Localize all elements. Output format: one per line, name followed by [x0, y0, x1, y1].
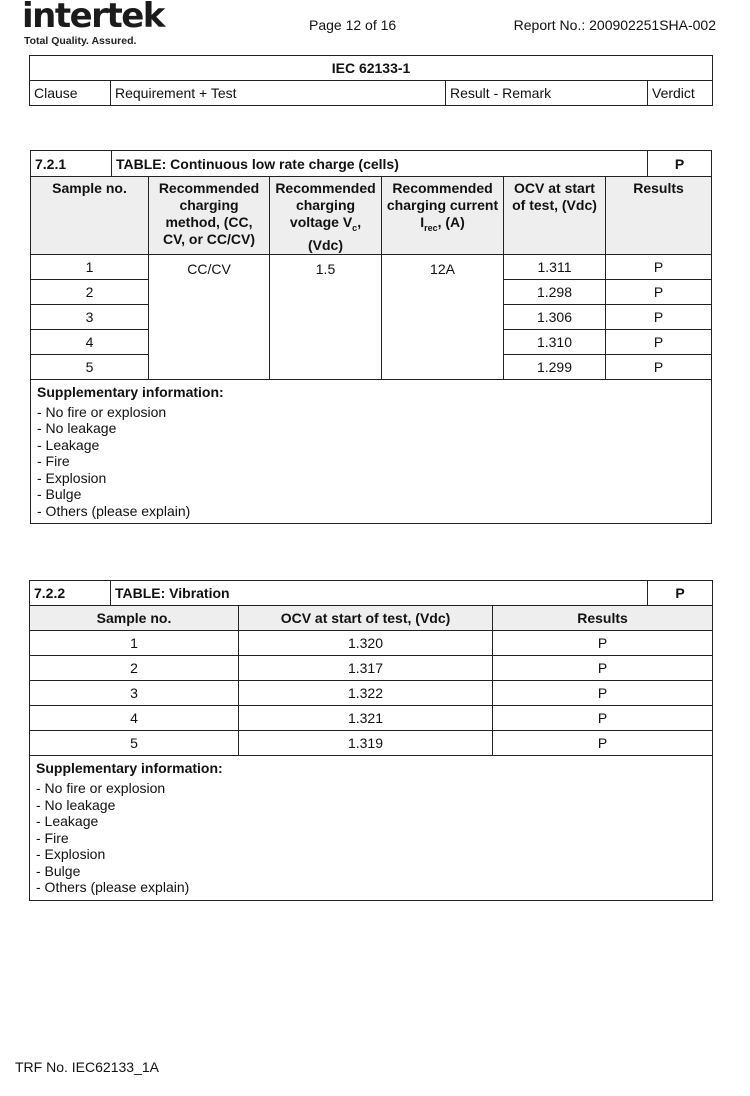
- ocv-cell: 1.311: [504, 254, 606, 279]
- supplementary-line: - Others (please explain): [37, 502, 191, 519]
- result-cell: P: [493, 706, 713, 731]
- page-number: Page 12 of 16: [309, 17, 397, 33]
- header-results: Results: [493, 606, 713, 631]
- clause-number: 7.2.2: [30, 581, 111, 606]
- logo-tagline: Total Quality. Assured.: [24, 35, 137, 47]
- sample-cell: 1: [30, 631, 239, 656]
- result-cell: P: [606, 329, 712, 354]
- supplementary-line: - Others (please explain): [36, 879, 190, 895]
- table-title: TABLE: Vibration: [111, 581, 648, 606]
- supplementary-line: - Explosion: [36, 846, 106, 862]
- result-cell: P: [606, 354, 712, 379]
- result-cell: P: [606, 304, 712, 329]
- table-title: TABLE: Continuous low rate charge (cells): [112, 151, 648, 177]
- sample-cell: 5: [30, 731, 239, 756]
- intertek-logo: [22, 2, 172, 48]
- charging-voltage-cell: 1.5: [270, 254, 382, 379]
- verdict: P: [648, 151, 712, 177]
- sample-cell: 2: [31, 279, 149, 304]
- supplementary-line: - Leakage: [36, 813, 99, 829]
- ocv-cell: 1.299: [504, 354, 606, 379]
- sample-cell: 3: [30, 681, 239, 706]
- ocv-cell: 1.322: [239, 681, 493, 706]
- table-row: [30, 731, 713, 756]
- verdict: P: [648, 581, 713, 606]
- header-results: Results: [606, 177, 712, 255]
- result-cell: P: [493, 731, 713, 756]
- sample-cell: 4: [30, 706, 239, 731]
- ocv-cell: 1.310: [504, 329, 606, 354]
- result-cell: P: [493, 656, 713, 681]
- supplementary-line: - No fire or explosion: [37, 403, 167, 420]
- ocv-cell: 1.320: [239, 631, 493, 656]
- supplementary-line: - Bulge: [37, 486, 82, 503]
- supplementary-line: - No leakage: [37, 420, 117, 437]
- col-result-remark: Result - Remark: [446, 81, 648, 106]
- table-continuous-low-rate-charge: [30, 150, 712, 524]
- supplementary-info: [30, 756, 713, 901]
- sample-cell: 3: [31, 304, 149, 329]
- table-row: [31, 254, 712, 279]
- ocv-cell: 1.319: [239, 731, 493, 756]
- table-row: [30, 706, 713, 731]
- header-ocv: OCV at start of test, (Vdc): [239, 606, 493, 631]
- report-number: Report No.: 200902251SHA-002: [513, 17, 716, 33]
- charging-method-cell: CC/CV: [149, 254, 270, 379]
- sample-cell: 5: [31, 354, 149, 379]
- header-ocv: OCV at start of test, (Vdc): [504, 177, 606, 255]
- supplementary-line: - Explosion: [37, 469, 107, 486]
- charging-current-cell: 12A: [382, 254, 504, 379]
- result-cell: P: [606, 254, 712, 279]
- header-charging-voltage: Recommended charging voltage $V_c$, (Vdc): [270, 177, 382, 255]
- header-sample-no: Sample no.: [31, 177, 149, 255]
- col-clause: Clause: [30, 81, 111, 106]
- sample-cell: 4: [31, 329, 149, 354]
- supplementary-title: Supplementary information:: [36, 760, 223, 776]
- supplementary-line: - Fire: [37, 453, 70, 470]
- result-cell: P: [606, 279, 712, 304]
- logo-wordmark: intertek: [22, 0, 164, 36]
- ocv-cell: 1.306: [504, 304, 606, 329]
- supplementary-line: - Bulge: [36, 862, 81, 879]
- ocv-cell: 1.317: [239, 656, 493, 681]
- standard-title: IEC 62133-1: [30, 56, 713, 81]
- supplementary-line: - No leakage: [36, 796, 116, 813]
- ocv-cell: 1.298: [504, 279, 606, 304]
- header-charging-method: Recommended charging method, (CC, CV, or CC/CV): [149, 177, 270, 255]
- standard-header-table: [29, 55, 713, 106]
- table-row: [30, 681, 713, 706]
- table-vibration: [29, 580, 713, 901]
- supplementary-info: [31, 379, 712, 524]
- supplementary-line: - Fire: [36, 829, 69, 846]
- trf-number: TRF No. IEC62133_1A: [15, 1059, 159, 1075]
- supplementary-line: - Leakage: [37, 436, 100, 453]
- result-cell: P: [493, 681, 713, 706]
- supplementary-line: - No fire or explosion: [36, 780, 166, 796]
- col-requirement: Requirement + Test: [111, 81, 446, 106]
- result-cell: P: [493, 631, 713, 656]
- clause-number: 7.2.1: [31, 151, 112, 177]
- header-charging-current: Recommended charging current $I_{rec}$, (A): [382, 177, 504, 255]
- sample-cell: 2: [30, 656, 239, 681]
- ocv-cell: 1.321: [239, 706, 493, 731]
- supplementary-title: Supplementary information:: [37, 383, 224, 400]
- header-sample-no: Sample no.: [30, 606, 239, 631]
- table-row: [30, 631, 713, 656]
- table-row: [30, 656, 713, 681]
- col-verdict: Verdict: [648, 81, 713, 106]
- sample-cell: 1: [31, 254, 149, 279]
